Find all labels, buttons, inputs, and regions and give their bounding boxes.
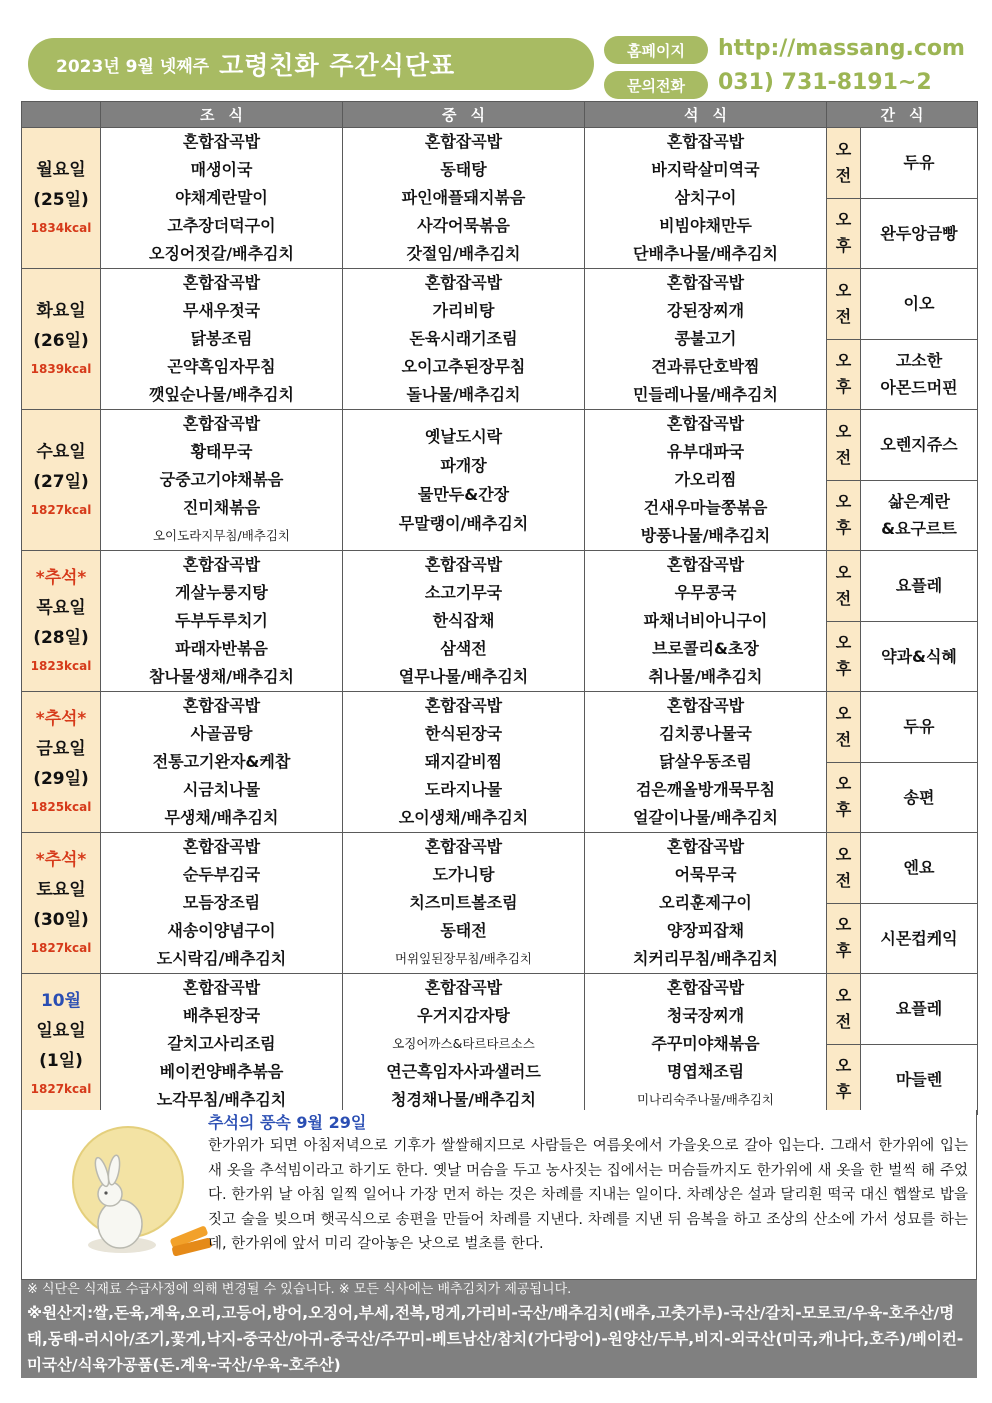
breakfast-item: 닭봉조림: [190, 329, 253, 348]
breakfast-item: 진미채볶음: [182, 498, 261, 517]
date-label: (27일): [33, 472, 89, 492]
period-char: 오: [835, 421, 852, 441]
lunch-item: 청경채나물/배추김치: [391, 1090, 536, 1109]
day-row-am: [22, 692, 978, 763]
menu-body: [22, 128, 978, 1115]
lunch-item: 소고기무국: [424, 583, 503, 602]
period-char: 오: [835, 492, 852, 512]
snack-item: 마들렌: [895, 1069, 943, 1089]
breakfast-item: 깻잎순나물/배추김치: [149, 385, 294, 404]
kcal-label: 1827kcal: [30, 503, 92, 517]
lunch-item: 혼합잡곡밥: [424, 978, 503, 997]
header-snack: 간식: [827, 102, 978, 128]
dinner-item: 명엽채조림: [666, 1062, 745, 1081]
snack-period-pm: [827, 198, 861, 269]
breakfast-item: 궁중고기야채볶음: [159, 470, 284, 489]
header-lunch: 중식: [343, 102, 585, 128]
day-cell: [22, 128, 101, 269]
kcal-label: 1827kcal: [30, 941, 92, 955]
dinner-cell: [585, 128, 827, 269]
breakfast-item: 전통고기완자&케찹: [152, 752, 291, 771]
lunch-cell: [343, 410, 585, 551]
snack-item: 오렌지쥬스: [880, 435, 958, 455]
snack-am-cell: [861, 551, 978, 622]
lunch-item: 파인애플돼지볶음: [401, 188, 526, 207]
header-breakfast: 조식: [101, 102, 343, 128]
breakfast-item: 매생이국: [190, 160, 253, 179]
lunch-cell: [343, 128, 585, 269]
snack-item: 요플레: [895, 999, 943, 1019]
homepage-link[interactable]: http://massang.com: [718, 36, 965, 61]
footer-notes: [21, 1280, 977, 1378]
period-char: 후: [835, 659, 852, 679]
header-dinner: 석식: [585, 102, 827, 128]
breakfast-item: 무새우젓국: [182, 301, 261, 320]
title-period: 2023년 9월 넷째주: [56, 56, 210, 77]
breakfast-item: 곤약흑임자무침: [167, 357, 276, 376]
dinner-cell: [585, 692, 827, 833]
period-char: 오: [835, 210, 852, 230]
snack-pm-cell: [861, 198, 978, 269]
breakfast-item: 사골곰탕: [190, 724, 253, 743]
holiday-label: *추석*: [35, 850, 87, 870]
date-label: (28일): [33, 628, 89, 648]
dinner-item: 우무콩국: [674, 583, 737, 602]
dinner-cell: [585, 410, 827, 551]
breakfast-item: 베이컨양배추볶음: [159, 1062, 284, 1081]
snack-period-am: [827, 128, 861, 199]
snack-item: 요플레: [895, 576, 943, 596]
chuseok-info-box: [21, 1110, 977, 1280]
breakfast-cell: [101, 833, 343, 974]
dinner-item: 콩불고기: [674, 329, 737, 348]
dinner-item: 유부대파국: [666, 442, 745, 461]
lunch-cell: [343, 551, 585, 692]
phone-label: 문의전화: [604, 71, 708, 99]
lunch-item: 무말랭이/배추김치: [398, 514, 529, 533]
date-label: (25일): [33, 190, 89, 210]
lunch-item: 혼합잡곡밥: [424, 555, 503, 574]
lunch-item: 갓절임/배추김치: [406, 244, 521, 263]
kcal-label: 1839kcal: [30, 362, 92, 376]
snack-period-pm: [827, 339, 861, 410]
lunch-item: 혼합잡곡밥: [424, 132, 503, 151]
breakfast-item: 야채계란말이: [175, 188, 268, 207]
weekday-label: 화요일: [36, 301, 86, 321]
breakfast-item: 두부두루치기: [175, 611, 268, 630]
period-char: 오: [835, 703, 852, 723]
weekday-label: 목요일: [36, 598, 86, 618]
period-char: 전: [835, 870, 852, 890]
snack-period-am: [827, 269, 861, 340]
holiday-label: *추석*: [35, 568, 87, 588]
lunch-item: 사각어묵볶음: [417, 216, 510, 235]
kcal-label: 1827kcal: [30, 1082, 92, 1096]
lunch-item: 혼합잡곡밥: [424, 837, 503, 856]
dinner-item: 방풍나물/배추김치: [640, 526, 771, 545]
snack-item: 약과&식혜: [881, 646, 957, 666]
period-char: 오: [835, 774, 852, 794]
period-char: 오: [835, 562, 852, 582]
dinner-item: 닭살우동조림: [659, 752, 752, 771]
snack-period-am: [827, 410, 861, 481]
snack-item: 송편: [903, 787, 935, 807]
lunch-item: 혼합잡곡밥: [424, 696, 503, 715]
day-cell: [22, 410, 101, 551]
snack-am-cell: [861, 833, 978, 904]
weekday-label: 일요일: [36, 1021, 86, 1041]
breakfast-cell: [101, 128, 343, 269]
breakfast-item: 혼합잡곡밥: [182, 837, 261, 856]
page-title: 고령친화 주간식단표: [219, 51, 456, 80]
period-char: 후: [835, 377, 852, 397]
dinner-item: 미나리숙주나물/배추김치: [636, 1092, 775, 1107]
dinner-item: 김치콩나물국: [659, 724, 752, 743]
dinner-item: 강된장찌개: [666, 301, 745, 320]
snack-pm-cell: [861, 1044, 978, 1115]
date-label: (30일): [33, 910, 89, 930]
dinner-item: 견과류단호박찜: [651, 357, 760, 376]
lunch-item: 열무나물/배추김치: [398, 667, 529, 686]
dinner-item: 혼합잡곡밥: [666, 273, 745, 292]
lunch-cell: [343, 692, 585, 833]
day-row-am: [22, 551, 978, 622]
breakfast-item: 도시락김/배추김치: [156, 949, 287, 968]
breakfast-item: 혼합잡곡밥: [182, 978, 261, 997]
lunch-item: 가리비탕: [432, 301, 495, 320]
title-banner: [28, 38, 594, 90]
snack-period-am: [827, 974, 861, 1045]
period-char: 오: [835, 139, 852, 159]
dinner-cell: [585, 974, 827, 1115]
period-char: 후: [835, 1082, 852, 1102]
period-char: 오: [835, 985, 852, 1005]
period-char: 전: [835, 729, 852, 749]
snack-am-cell: [861, 692, 978, 763]
snack-period-am: [827, 692, 861, 763]
breakfast-item: 혼합잡곡밥: [182, 414, 261, 433]
breakfast-item: 모듬장조림: [182, 893, 261, 912]
dinner-item: 혼합잡곡밥: [666, 696, 745, 715]
kcal-label: 1834kcal: [30, 221, 92, 235]
dinner-item: 바지락살미역국: [651, 160, 760, 179]
snack-item: 완두앙금빵: [880, 223, 958, 243]
origin-info: ※원산지:쌀,돈육,계육,오리,고등어,방어,오징어,부세,전복,멍게,가리비-국산/배추김치(배추,고춧가루)-국산/갈치-모로코/우육-호주산/명태,동태-러시아/조기,꽃게,낙지-중국산/아귀-중국산/주꾸미-베트남산/참치(가다랑어)-원양산/두부,비지-외국산(미국,캐나다,호주)/베이컨-미국산/식육가공품(돈.계육-국산/우육-호주산): [27, 1304, 964, 1374]
breakfast-cell: [101, 692, 343, 833]
period-char: 후: [835, 236, 852, 256]
info-text: 한가위가 되면 아침저녁으로 기후가 쌀쌀해지므로 사람들은 여름옷에서 가을옷으로 갈아 입는다. 그래서 한가위에 입는 새 옷을 추석빔이라고 하기도 한다. 옛날 머슴을 두고 농사짓는 집에서는 머슴들까지도 한가위에 새 옷을 한 벌씩 해 주었다. 한가위 날 아침 일찍 일어나 가장 먼저 하는 것은 차례를 지내는 일이다. 차례상은 설과 달리흰 떡국 대신 햅쌀로 밥을 짓고 술을 빚으며 햇곡식으로 송편을 만들어 차례를 지낸다. 차례를 지낸 뒤 음복을 하고 조상의 산소에 가서 성묘를 하는데, 한가위에 앞서 미리 갈아놓은 낫으로 벌초를 한다.: [208, 1138, 968, 1252]
snack-item: 고소한: [895, 351, 943, 371]
period-char: 전: [835, 306, 852, 326]
dinner-cell: [585, 833, 827, 974]
dinner-item: 주꾸미야채볶음: [651, 1034, 760, 1053]
day-row-am: [22, 410, 978, 481]
kcal-label: 1823kcal: [30, 659, 92, 673]
breakfast-cell: [101, 551, 343, 692]
breakfast-item: 혼합잡곡밥: [182, 132, 261, 151]
lunch-item: 도가니탕: [432, 865, 495, 884]
dinner-item: 어묵무국: [674, 865, 737, 884]
lunch-item: 돌나물/배추김치: [406, 385, 521, 404]
weekday-label: 월요일: [36, 160, 86, 180]
period-char: 오: [835, 1056, 852, 1076]
breakfast-item: 갈치고사리조림: [167, 1034, 276, 1053]
lunch-item: 동태전: [440, 921, 487, 940]
weekday-label: 금요일: [36, 739, 86, 759]
date-label: (26일): [33, 331, 89, 351]
dinner-item: 검은깨올방개묵무침: [635, 780, 776, 799]
holiday-label: *추석*: [35, 709, 87, 729]
period-char: 후: [835, 518, 852, 538]
snack-period-pm: [827, 762, 861, 833]
breakfast-item: 오이도라지무침/배추김치: [152, 528, 291, 543]
lunch-item: 혼합잡곡밥: [424, 273, 503, 292]
breakfast-item: 혼합잡곡밥: [182, 555, 261, 574]
breakfast-cell: [101, 269, 343, 410]
snack-pm-cell: [861, 903, 978, 974]
dinner-item: 혼합잡곡밥: [666, 555, 745, 574]
lunch-item: 머위잎된장무침/배추김치: [394, 951, 533, 966]
snack-item: 엔요: [903, 858, 935, 878]
snack-pm-cell: [861, 621, 978, 692]
table-header-row: [22, 102, 978, 128]
snack-item: 이오: [903, 294, 935, 314]
period-char: 전: [835, 588, 852, 608]
period-char: 후: [835, 800, 852, 820]
dinner-item: 얼갈이나물/배추김치: [633, 808, 778, 827]
lunch-item: 오징어까스&타르타르소스: [392, 1036, 535, 1051]
lunch-cell: [343, 974, 585, 1115]
day-cell: [22, 551, 101, 692]
header-empty: [22, 102, 101, 128]
breakfast-item: 황태무국: [190, 442, 253, 461]
date-label: (1일): [39, 1051, 83, 1071]
period-char: 후: [835, 941, 852, 961]
lunch-item: 오이생채/배추김치: [398, 808, 529, 827]
snack-period-pm: [827, 480, 861, 551]
kcal-label: 1825kcal: [30, 800, 92, 814]
breakfast-item: 파래자반볶음: [175, 639, 268, 658]
snack-item: 아몬드머핀: [880, 378, 958, 398]
breakfast-item: 게살누룽지탕: [175, 583, 268, 602]
dinner-item: 삼치구이: [674, 188, 737, 207]
breakfast-item: 순두부김국: [182, 865, 261, 884]
weekday-label: 토요일: [36, 880, 86, 900]
snack-pm-cell: [861, 339, 978, 410]
dinner-item: 파채너비아니구이: [643, 611, 768, 630]
day-cell: [22, 269, 101, 410]
breakfast-cell: [101, 410, 343, 551]
snack-item: 삶은계란: [888, 492, 950, 512]
day-cell: [22, 974, 101, 1115]
lunch-cell: [343, 833, 585, 974]
breakfast-item: 시금치나물: [182, 780, 261, 799]
lunch-item: 한식잡채: [432, 611, 495, 630]
dinner-item: 취나물/배추김치: [648, 667, 763, 686]
lunch-item: 우거지감자탕: [417, 1006, 510, 1025]
lunch-item: 오이고추된장무침: [401, 357, 526, 376]
dinner-item: 청국장찌개: [666, 1006, 745, 1025]
lunch-item: 연근흑임자사과샐러드: [386, 1062, 541, 1081]
snack-item: 두유: [903, 717, 935, 737]
snack-am-cell: [861, 410, 978, 481]
dinner-cell: [585, 269, 827, 410]
day-cell: [22, 692, 101, 833]
dinner-item: 혼합잡곡밥: [666, 414, 745, 433]
breakfast-item: 무생채/배추김치: [164, 808, 279, 827]
snack-am-cell: [861, 128, 978, 199]
dinner-item: 민들레나물/배추김치: [633, 385, 778, 404]
breakfast-item: 배추된장국: [182, 1006, 261, 1025]
dinner-item: 단배추나물/배추김치: [633, 244, 778, 263]
footer-note: ※ 식단은 식재료 수급사정에 의해 변경될 수 있습니다. ※ 모든 식사에는 배추김치가 제공됩니다.: [27, 1282, 572, 1297]
lunch-item: 삼색전: [440, 639, 487, 658]
lunch-item: 도라지나물: [424, 780, 503, 799]
breakfast-item: 혼합잡곡밥: [182, 696, 261, 715]
period-char: 오: [835, 844, 852, 864]
day-row-am: [22, 269, 978, 340]
lunch-item: 돼지갈비찜: [424, 752, 503, 771]
breakfast-item: 혼합잡곡밥: [182, 273, 261, 292]
homepage-label: 홈페이지: [604, 36, 708, 64]
rabbit-moon-illustration: [60, 1120, 220, 1272]
lunch-item: 물만두&간장: [417, 485, 510, 504]
snack-pm-cell: [861, 762, 978, 833]
snack-pm-cell: [861, 480, 978, 551]
day-cell: [22, 833, 101, 974]
breakfast-item: 오징어젓갈/배추김치: [149, 244, 294, 263]
snack-am-cell: [861, 269, 978, 340]
period-char: 오: [835, 351, 852, 371]
dinner-item: 혼합잡곡밥: [666, 132, 745, 151]
period-char: 오: [835, 915, 852, 935]
period-char: 전: [835, 1011, 852, 1031]
weekday-label: 수요일: [36, 442, 86, 462]
info-title: 추석의 풍속 9월 29일: [208, 1113, 367, 1132]
lunch-item: 옛날도시락: [424, 427, 503, 446]
lunch-item: 한식된장국: [424, 724, 503, 743]
breakfast-cell: [101, 974, 343, 1115]
snack-period-pm: [827, 1044, 861, 1115]
period-char: 전: [835, 447, 852, 467]
lunch-item: 동태탕: [440, 160, 487, 179]
lunch-item: 치즈미트볼조림: [409, 893, 518, 912]
breakfast-item: 고추장더덕구이: [167, 216, 276, 235]
dinner-item: 혼합잡곡밥: [666, 837, 745, 856]
day-row-am: [22, 128, 978, 199]
dinner-item: 혼합잡곡밥: [666, 978, 745, 997]
snack-period-pm: [827, 621, 861, 692]
day-row-am: [22, 974, 978, 1045]
snack-period-am: [827, 833, 861, 904]
period-char: 전: [835, 165, 852, 185]
day-row-am: [22, 833, 978, 904]
date-label: (29일): [33, 769, 89, 789]
snack-item: &요구르트: [881, 519, 957, 539]
dinner-item: 브로콜리&초장: [652, 639, 759, 658]
snack-am-cell: [861, 974, 978, 1045]
snack-period-pm: [827, 903, 861, 974]
dinner-item: 양장피잡채: [666, 921, 745, 940]
weekly-menu-table: [21, 101, 978, 1115]
period-char: 오: [835, 280, 852, 300]
lunch-item: 파개장: [440, 456, 487, 475]
period-char: 오: [835, 633, 852, 653]
snack-item: 두유: [903, 153, 935, 173]
snack-item: 시몬컵케익: [880, 928, 958, 948]
breakfast-item: 참나물생채/배추김치: [149, 667, 294, 686]
month-label: 10월: [40, 991, 82, 1011]
dinner-cell: [585, 551, 827, 692]
lunch-item: 돈육시래기조림: [409, 329, 518, 348]
dinner-item: 치커리무침/배추김치: [633, 949, 778, 968]
dinner-item: 오리훈제구이: [659, 893, 752, 912]
phone-number: 031) 731-8191~2: [718, 70, 932, 95]
dinner-item: 건새우마늘쫑볶음: [643, 498, 768, 517]
dinner-item: 비빔야채만두: [659, 216, 752, 235]
dinner-item: 가오리찜: [674, 470, 737, 489]
breakfast-item: 노각무침/배추김치: [156, 1090, 287, 1109]
breakfast-item: 새송이양념구이: [167, 921, 276, 940]
lunch-cell: [343, 269, 585, 410]
snack-period-am: [827, 551, 861, 622]
